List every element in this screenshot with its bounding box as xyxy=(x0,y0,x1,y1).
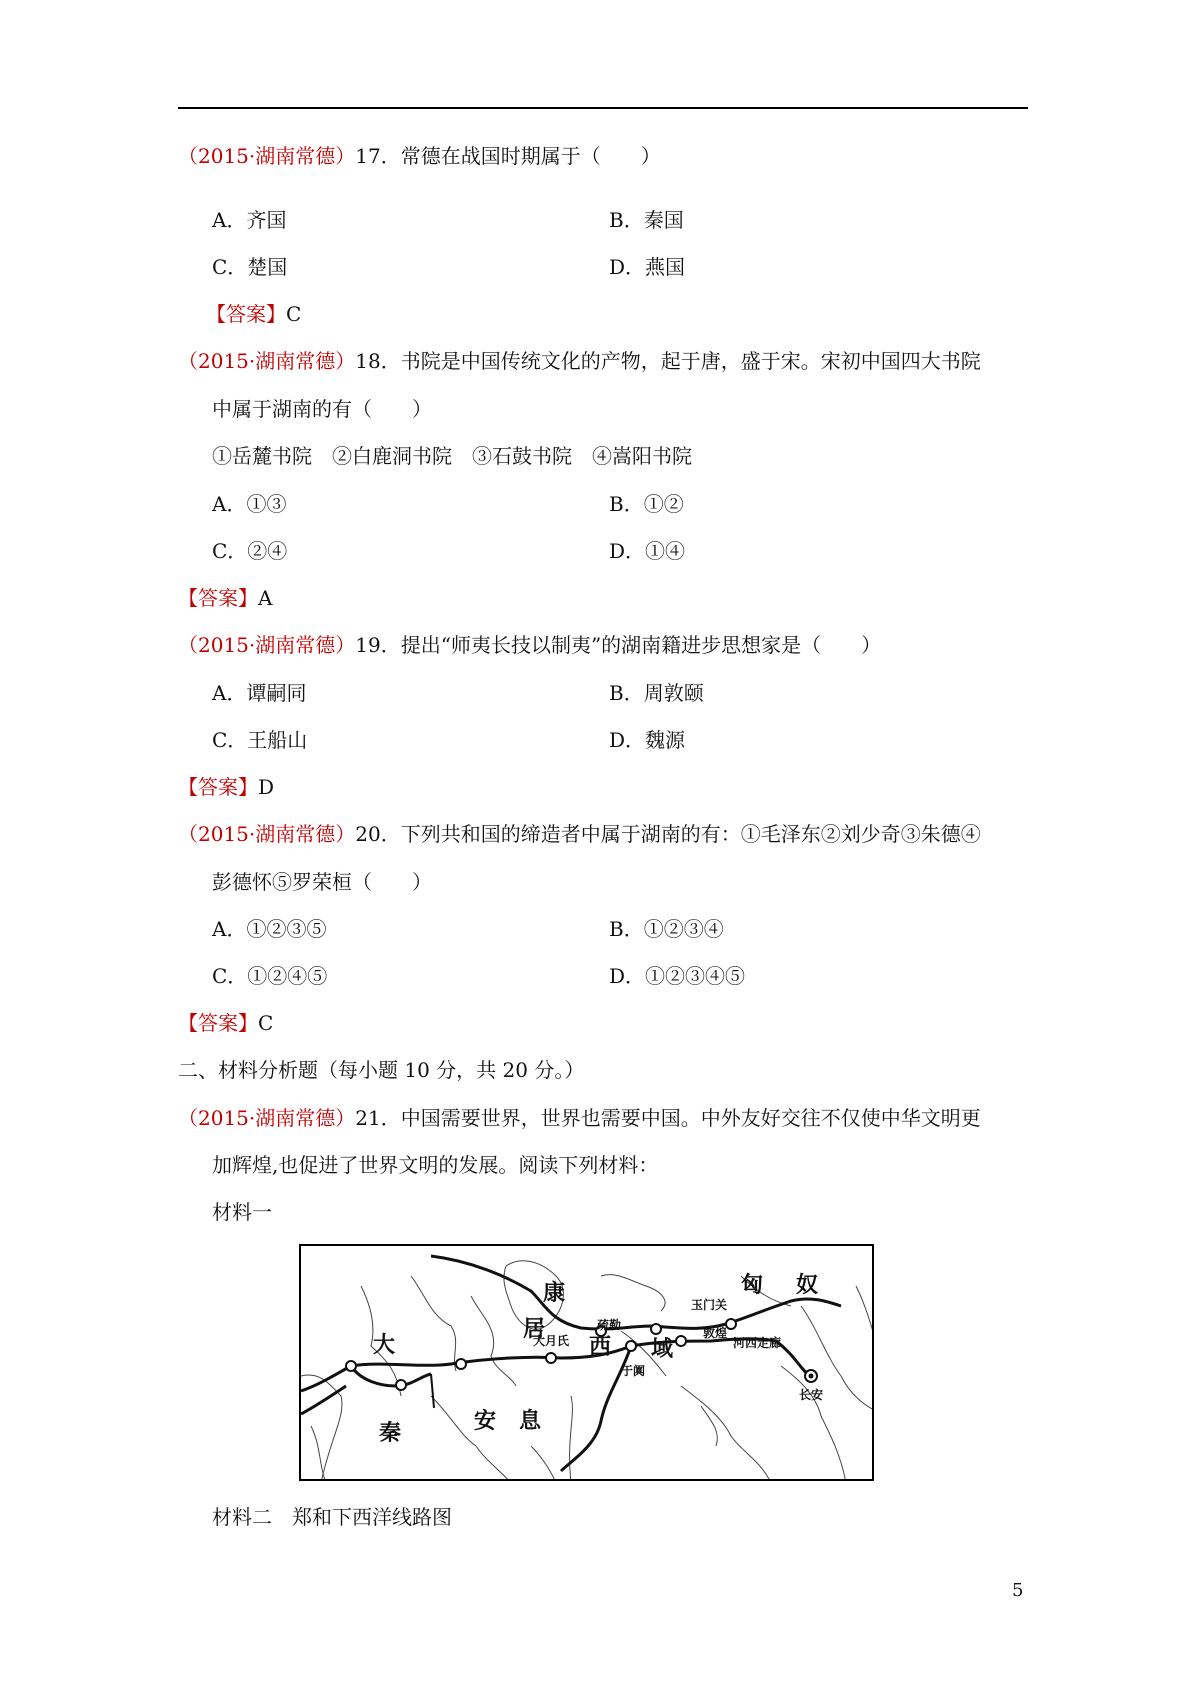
option-d: D．①④ xyxy=(609,539,686,563)
option-a: A．谭嗣同 xyxy=(212,681,307,705)
answer-value: C xyxy=(286,302,302,326)
answer-tag: 【答案】 xyxy=(178,1011,258,1035)
option-d: D．燕国 xyxy=(609,255,686,279)
section-heading: 二、材料分析题（每小题 10 分，共 20 分。） xyxy=(178,1058,585,1082)
map-label-changan: 长安 xyxy=(799,1388,824,1402)
material-two-label: 材料二 郑和下西洋线路图 xyxy=(212,1505,452,1529)
answer-20 xyxy=(178,1010,273,1036)
answer-tag: 【答案】 xyxy=(178,775,258,799)
question-stem-continued: 彭德怀⑤罗荣桓（ ） xyxy=(212,870,432,894)
map-label-kang: 康 xyxy=(543,1281,566,1306)
answer-tag: 【答案】 xyxy=(206,302,286,326)
silk-road-map xyxy=(299,1244,874,1481)
option-d: D．魏源 xyxy=(609,728,686,752)
map-label-xi: 西 xyxy=(589,1335,612,1360)
option-b: B．周敦颐 xyxy=(609,681,704,705)
question-items: ①岳麓书院 ②白鹿洞书院 ③石鼓书院 ④嵩阳书院 xyxy=(212,444,692,468)
option-b: B．秦国 xyxy=(609,208,684,232)
header-rule xyxy=(178,107,1028,109)
map-label-an: 安 xyxy=(474,1409,497,1434)
option-c: C．楚国 xyxy=(212,255,288,279)
question-stem-continued: 中属于湖南的有（ ） xyxy=(212,397,432,421)
map-label-hexi: 河西走廊 xyxy=(733,1336,782,1350)
question-source: （2015·湖南常德） xyxy=(178,822,356,846)
map-label-qin: 秦 xyxy=(379,1421,402,1446)
map-label-xi-b: 息 xyxy=(519,1409,542,1434)
option-a: A．①②③⑤ xyxy=(212,917,327,941)
option-b: B．①② xyxy=(609,492,684,516)
question-19 xyxy=(178,632,881,658)
map-label-xiong: 匈 xyxy=(741,1273,764,1298)
material-one-label: 材料一 xyxy=(212,1200,272,1224)
option-a: A．①③ xyxy=(212,492,287,516)
answer-18 xyxy=(178,585,272,611)
question-source: （2015·湖南常德） xyxy=(178,349,356,373)
answer-value: D xyxy=(258,775,275,799)
page-number: 5 xyxy=(1012,1580,1024,1601)
map-label-dunhuang: 敦煌 xyxy=(703,1326,728,1340)
question-20 xyxy=(178,821,981,847)
answer-19 xyxy=(178,774,274,800)
option-c: C．王船山 xyxy=(212,728,308,752)
map-label-yu: 域 xyxy=(651,1337,674,1362)
map-label-nu: 奴 xyxy=(796,1273,819,1298)
question-stem: 21．中国需要世界，世界也需要中国。中外友好交往不仅使中华文明更 xyxy=(355,1106,981,1130)
answer-tag: 【答案】 xyxy=(178,586,258,610)
question-stem: 17．常德在战国时期属于（ ） xyxy=(355,144,661,168)
question-source: （2015·湖南常德） xyxy=(178,1106,356,1130)
question-stem-continued: 加辉煌,也促进了世界文明的发展。阅读下列材料： xyxy=(212,1153,659,1177)
question-stem: 19．提出“师夷长技以制夷”的湖南籍进步思想家是（ ） xyxy=(355,633,882,657)
map-label-ju: 居 xyxy=(523,1317,546,1342)
question-stem: 20．下列共和国的缔造者中属于湖南的有：①毛泽东②刘少奇③朱德④ xyxy=(355,822,981,846)
question-stem: 18．书院是中国传统文化的产物，起于唐，盛于宋。宋初中国四大书院 xyxy=(355,349,981,373)
option-c: C．②④ xyxy=(212,539,288,563)
option-c: C．①②④⑤ xyxy=(212,964,328,988)
option-a: A．齐国 xyxy=(212,208,287,232)
option-b: B．①②③④ xyxy=(609,917,724,941)
map-label-da: 大 xyxy=(373,1333,396,1358)
answer-value: A xyxy=(258,586,273,610)
option-d: D．①②③④⑤ xyxy=(609,964,746,988)
answer-value: C xyxy=(258,1011,274,1035)
answer-17 xyxy=(206,301,301,327)
question-17 xyxy=(178,143,661,169)
question-18 xyxy=(178,348,981,374)
map-label-dayuezhi: 大月氏 xyxy=(533,1334,570,1348)
map-label-yumenguan: 玉门关 xyxy=(691,1298,728,1312)
question-source: （2015·湖南常德） xyxy=(178,144,356,168)
map-label-yutian: 于阗 xyxy=(621,1364,646,1378)
map-label-shule: 疏勒 xyxy=(597,1318,622,1332)
question-source: （2015·湖南常德） xyxy=(178,633,356,657)
question-21 xyxy=(178,1105,981,1131)
